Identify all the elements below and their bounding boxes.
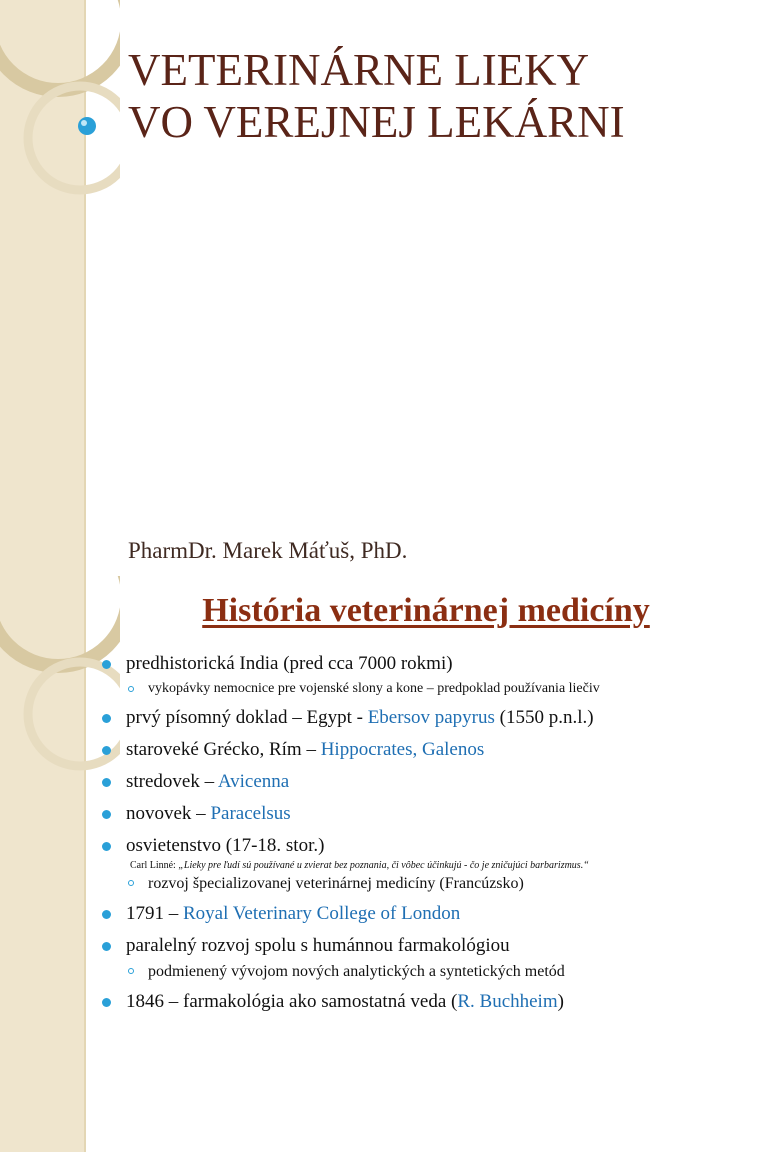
bullet-text: novovek – (126, 803, 211, 824)
bullet-item (100, 802, 760, 826)
bullet-item: paralelný rozvoj spolu s humánnou farmakológiou (100, 934, 760, 958)
highlighted-name: Avicenna (217, 771, 290, 792)
highlighted-name: R. Buchheim (457, 991, 558, 1012)
quote-author: Carl Linné: (130, 860, 179, 871)
bullet-item (100, 902, 760, 926)
bullet-item (100, 738, 760, 762)
bullet-item: predhistorická India (pred cca 7000 rokmi) (100, 652, 760, 676)
bullet-text: 1791 – (126, 903, 183, 924)
bullet-text: stredovek – (126, 771, 218, 792)
sub-bullet-item: vykopávky nemocnice pre vojenské slony a kone – predpoklad používania liečiv (100, 680, 760, 698)
highlighted-name: Royal Veterinary College of London (183, 903, 461, 924)
highlighted-name: Ebersov papyrus (367, 707, 495, 728)
bullet-item (100, 770, 760, 794)
bullet-text: prvý písomný doklad – Egypt - (126, 707, 368, 728)
history-slide (0, 576, 768, 1152)
bullet-text: staroveké Grécko, Rím – (126, 739, 321, 760)
bullet-item (100, 990, 760, 1014)
bullet-text: 1846 – farmakológia ako samostatná veda ( (126, 991, 458, 1012)
author-subtitle: PharmDr. Marek Máťuš, PhD. (128, 538, 408, 563)
highlighted-name: Paracelsus (210, 803, 291, 824)
bullet-text: ) (557, 991, 564, 1012)
decorative-rings-icon (0, 0, 120, 200)
sub-bullet-item: podmienený vývojom nových analytických a syntetických metód (100, 962, 760, 982)
quote-line (100, 860, 760, 872)
bullet-item: osvietenstvo (17-18. stor.) (100, 834, 760, 858)
bullet-item (100, 706, 760, 730)
title-line-1: VETERINÁRNE LIEKY (128, 45, 590, 95)
quote-text: „Lieky pre ľudí sú používané u zvierat bez poznania, či vôbec účinkujú - čo je zničujúci barbarizmus.“ (178, 860, 589, 871)
bullet-list (100, 652, 760, 1022)
bullet-text: (1550 p.n.l.) (494, 707, 594, 728)
highlighted-name: Hippocrates, Galenos (320, 739, 485, 760)
slide-title (128, 44, 748, 148)
title-line-2: VO VEREJNEJ LEKÁRNI (128, 97, 625, 147)
slide-heading: História veterinárnej medicíny (202, 592, 650, 629)
sub-bullet-item: rozvoj špecializovanej veterinárnej medicíny (Francúzsko) (100, 874, 760, 894)
